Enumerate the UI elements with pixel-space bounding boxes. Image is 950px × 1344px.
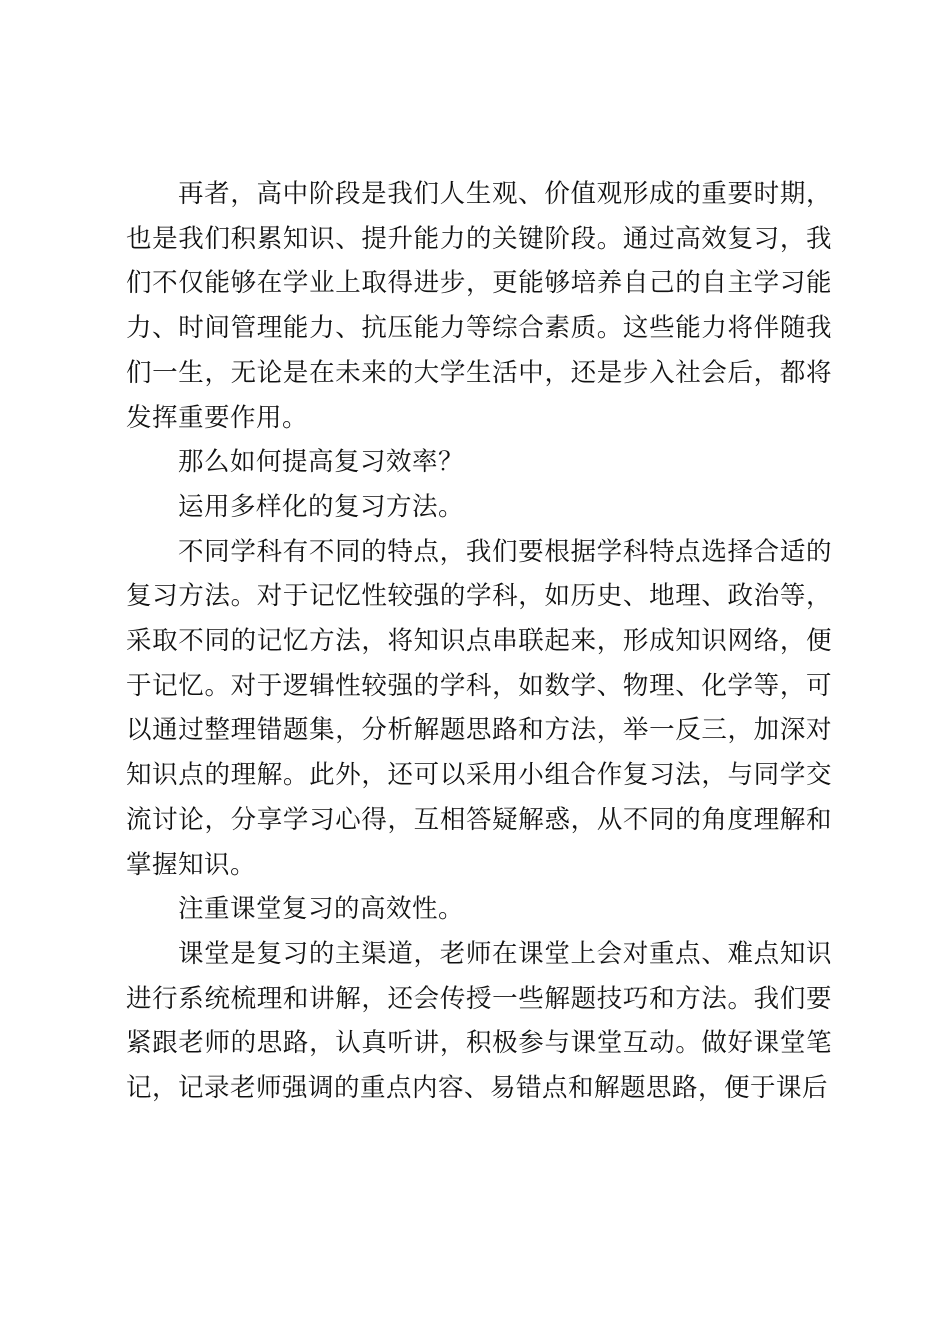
- document-body: [126, 172, 832, 1111]
- paragraph-subject-methods: 不同学科有不同的特点，我们要根据学科特点选择合适的复习方法。对于记忆性较强的学科，如历史、地理、政治等，采取不同的记忆方法，将知识点串联起来，形成知识网络，便于记忆。对于逻辑性较强的学科，如数学、物理、化学等，可以通过整理错题集，分析解题思路和方法，举一反三，加深对知识点的理解。此外，还可以采用小组合作复习法，与同学交流讨论，分享学习心得，互相答疑解惑，从不同的角度理解和掌握知识。: [126, 536, 832, 880]
- paragraph-classroom-channel: 课堂是复习的主渠道，老师在课堂上会对重点、难点知识进行系统梳理和讲解，还会传授一些解题技巧和方法。我们要紧跟老师的思路，认真听讲，积极参与课堂互动。做好课堂笔记，记录老师强调的重点内容、易错点和解题思路，便于课后: [126, 938, 832, 1104]
- paragraph-heading-classroom-review: 注重课堂复习的高效性。: [178, 894, 465, 925]
- paragraph-high-school-stage: 再者，高中阶段是我们人生观、价值观形成的重要时期，也是我们积累知识、提升能力的关键阶段。通过高效复习，我们不仅能够在学业上取得进步，更能够培养自己的自主学习能力、时间管理能力、抗压能力等综合素质。这些能力将伴随我们一生，无论是在未来的大学生活中，还是步入社会后，都将发挥重要作用。: [126, 179, 832, 433]
- paragraph-heading-diverse-methods: 运用多样化的复习方法。: [178, 491, 465, 522]
- paragraph-question-efficiency: 那么如何提高复习效率？: [178, 447, 465, 478]
